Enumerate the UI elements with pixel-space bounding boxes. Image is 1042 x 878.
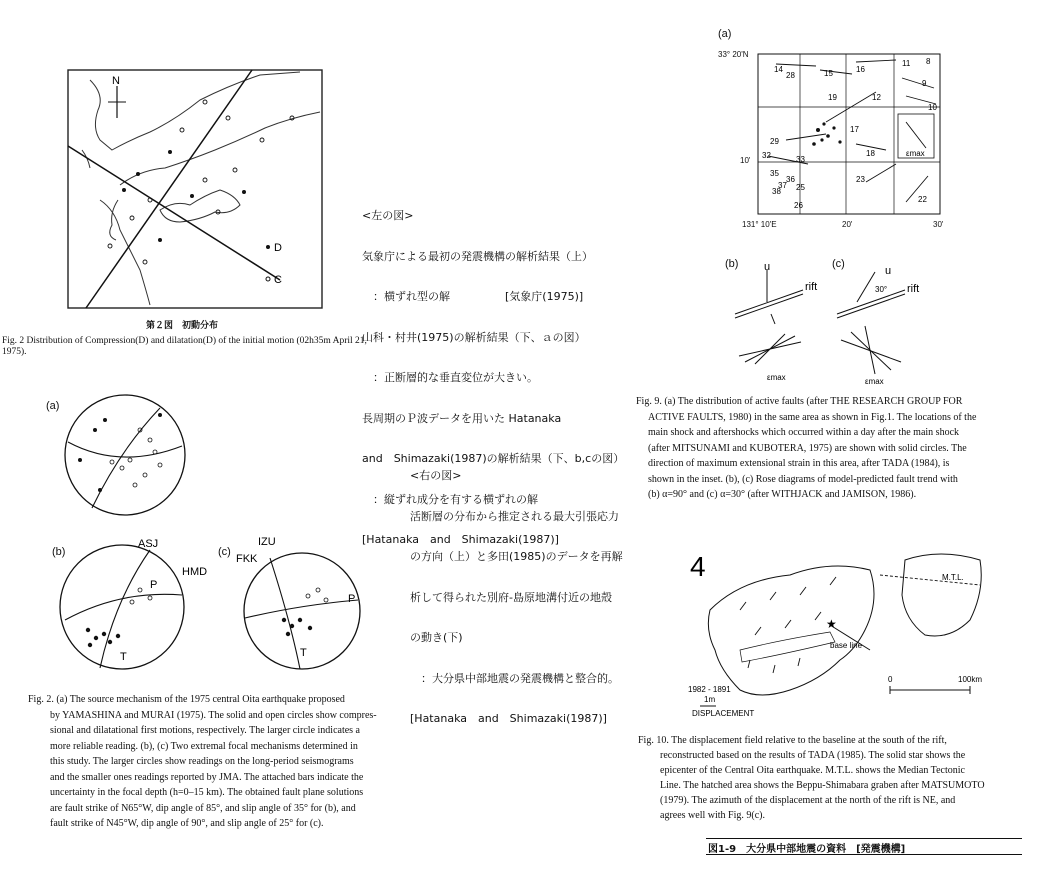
fault-number-label: 33 [796, 155, 805, 164]
lat-mid: 10' [740, 156, 751, 165]
angle-label: 30° [875, 285, 888, 294]
left-note-line: ：正断層的な垂直変位が大きい。 [362, 371, 538, 384]
right-note-heading: <右の図> [410, 469, 462, 482]
north-label: N [112, 75, 120, 87]
mtl-label: M.T.L. [942, 573, 964, 582]
fig2-top-caption: Fig. 2 Distribution of Compression(D) and dilatation(D) of the initial motion (02h35m April 21, 1975). [2, 336, 367, 357]
caption-line: direction of maximum extensional strain in this area, after TADA (1984), is [648, 458, 950, 469]
lat-top: 33° 20'N [718, 50, 749, 59]
footer-rule-bottom [706, 854, 1022, 855]
p-label-c: P [348, 593, 356, 605]
left-note-line: 山科・村井(1975)の解析結果（下、ａの図） [362, 330, 586, 344]
caption-line: are fault strike of N65°W, dip angle of 85°, and slip angle of 35° for (b), and [50, 802, 356, 814]
fault-number-label: 38 [772, 187, 781, 196]
fault-number-label: 19 [828, 93, 837, 102]
fault-number-label: 12 [872, 93, 881, 102]
asj-label: ASJ [138, 538, 159, 550]
caption-line: sional and dilatational first motions, respectively. The larger circle indicates a [50, 725, 360, 736]
caption-line: Line. The hatched area shows the Beppu-Shimabara graben after MATSUMOTO [660, 780, 985, 791]
rift-label-b: rift [805, 281, 818, 293]
right-note-line: の方向（上）と多田(1985)のデータを再解 [410, 550, 623, 563]
baseline-label: base line [830, 641, 863, 650]
hand-number: 4 [690, 551, 706, 582]
fm-label-b: (b) [52, 546, 66, 558]
fkk-label: FKK [236, 553, 258, 565]
caption-line: Fig. 10. The displacement field relative to the baseline at the south of the rift, [638, 735, 947, 746]
caption-line: shown in the inset. (b), (c) Rose diagrams of model-predicted fault trend with [648, 473, 958, 485]
displacement-map-svg [680, 540, 1010, 720]
u-label-c: u [885, 265, 892, 277]
fig2-jp-title: 第２図 初動分布 [146, 321, 219, 331]
left-note-line: 気象庁による最初の発震機構の解析結果（上） [362, 249, 593, 263]
fault-number-label: 26 [794, 201, 803, 210]
caption-line: more reliable reading. (b), (c) Two extremal focal mechanisms determined in [50, 740, 358, 752]
fault-map-svg [756, 52, 956, 222]
fig9-caption [636, 394, 1011, 503]
km-zero: 0 [888, 675, 893, 684]
km-100: 100km [958, 675, 983, 684]
right-note-line: 析して得られた別府-島原地溝付近の地殻 [410, 590, 612, 604]
epicenter-star-icon: ★ [826, 617, 837, 631]
fault-number-label: 25 [796, 183, 805, 192]
caption-line: main shock and aftershocks which occurred within a day after the main shock [648, 427, 960, 438]
fault-number-label: 32 [762, 151, 771, 160]
rose-diagrams-svg [725, 262, 965, 392]
fig9-label-b: (b) [725, 258, 739, 270]
u-label-b: u [764, 261, 771, 273]
t-label-c: T [300, 647, 307, 659]
disp-label: DISPLACEMENT [692, 709, 755, 718]
emax-label-c: εmax [865, 377, 884, 386]
legend-c: C [274, 274, 282, 286]
left-note-line: and Shimazaki(1987)の解析結果（下、b,cの図） [362, 452, 625, 465]
right-note [410, 442, 623, 739]
fault-number-label: 23 [856, 175, 865, 184]
caption-line: this study. The larger circles show readings on the long-period seismograms [50, 756, 354, 767]
fig9-label-c: (c) [832, 258, 845, 270]
footer-label: 図1-9 大分県中部地震の資料 [発震機構] [708, 844, 906, 855]
fig10-caption [638, 733, 1018, 823]
caption-line: reconstructed based on the results of TADA (1985). The solid star shows the [660, 750, 966, 761]
hmd-label: HMD [182, 566, 208, 578]
legend-d: D [274, 242, 282, 254]
rift-label-c: rift [907, 283, 920, 295]
caption-line: (1979). The azimuth of the displacement at the north of the rift is NE, and [660, 795, 956, 806]
caption-line: epicenter of the Central Oita earthquake. M.T.L. shows the Median Tectonic [660, 765, 965, 776]
fault-number-label: 35 [770, 169, 779, 178]
caption-line: (b) α=90° and (c) α=30° (after WITHJACK and JAMISON, 1986). [648, 489, 917, 500]
fault-number-label: 8 [926, 57, 931, 66]
fault-number-label: 14 [774, 65, 783, 74]
caption-line: (after MITSUNAMI and KUBOTERA, 1975) are shown with solid circles. The [648, 442, 967, 454]
right-note-line: 活断層の分布から推定される最大引張応力 [410, 509, 619, 523]
left-note-line: [Hatanaka and Shimazaki(1987)] [362, 533, 559, 546]
left-note-line: ：縦ずれ成分を有する横ずれの解 [362, 492, 538, 506]
footer-rule [706, 838, 1022, 839]
years-label: 1982 - 1891 [688, 685, 731, 694]
fm-label-a: (a) [46, 400, 60, 412]
caption-line: uncertainty in the focal depth (h=0–15 km). The obtained fault plane solutions [50, 787, 364, 798]
inset-emax-label: εmax [906, 149, 925, 158]
fault-number-label: 16 [856, 65, 865, 74]
lon-mid: 20' [842, 220, 853, 229]
caption-line: and the smaller ones readings reported by JMA. The attached bars indicate the [50, 771, 364, 783]
fault-number-label: 15 [824, 69, 833, 78]
fault-number-label: 36 [786, 175, 795, 184]
epicenter-map-svg [0, 0, 420, 330]
fm-label-c: (c) [218, 546, 231, 558]
fault-number-label: 18 [866, 149, 875, 158]
izu-label: IZU [258, 536, 276, 548]
caption-line: by YAMASHINA and MURAI (1975). The solid and open circles show compres- [50, 709, 377, 721]
fault-number-label: 37 [778, 181, 787, 190]
left-note-line: 長周期のＰ波データを用いた Hatanaka [362, 411, 562, 425]
right-note-line: ：大分県中部地震の発震機構と整合的。 [410, 671, 619, 685]
emax-label-b: εmax [767, 373, 786, 382]
fault-number-label: 11 [902, 59, 911, 68]
disp-scale: 1m [704, 695, 716, 704]
fault-number-label: 28 [786, 71, 795, 80]
caption-line: Fig. 2. (a) The source mechanism of the 1975 central Oita earthquake proposed [28, 694, 345, 705]
fault-number-label: 9 [922, 79, 927, 88]
caption-line: fault strike of N45°W, dip angle of 90°, and slip angle of 25° for (c). [50, 818, 324, 829]
t-label-b: T [120, 651, 127, 663]
fault-number-label: 10 [928, 103, 937, 112]
p-label-b: P [150, 579, 158, 591]
right-note-line: の動き(下) [410, 631, 463, 644]
fig2-map [0, 0, 420, 330]
right-note-line: [Hatanaka and Shimazaki(1987)] [410, 712, 607, 725]
left-note-heading: <左の図> [362, 209, 414, 222]
caption-line: ACTIVE FAULTS, 1980) in the same area as shown in Fig.1. The locations of the [648, 411, 977, 423]
fault-number-label: 22 [918, 195, 927, 204]
fault-number-label: 29 [770, 137, 779, 146]
lon-left: 131° 10'E [742, 220, 777, 229]
caption-line: Fig. 9. (a) The distribution of active faults (after THE RESEARCH GROUP FOR [636, 396, 963, 407]
left-note-line: ：横ずれ型の解 [気象庁(1975)] [362, 290, 584, 303]
lon-right: 30' [933, 220, 944, 229]
fig2-bottom-caption [28, 692, 408, 832]
caption-line: agrees well with Fig. 9(c). [660, 810, 765, 821]
fig9-label-a: (a) [718, 28, 732, 40]
focal-mechanisms-svg [0, 390, 420, 690]
fault-number-label: 17 [850, 125, 859, 134]
